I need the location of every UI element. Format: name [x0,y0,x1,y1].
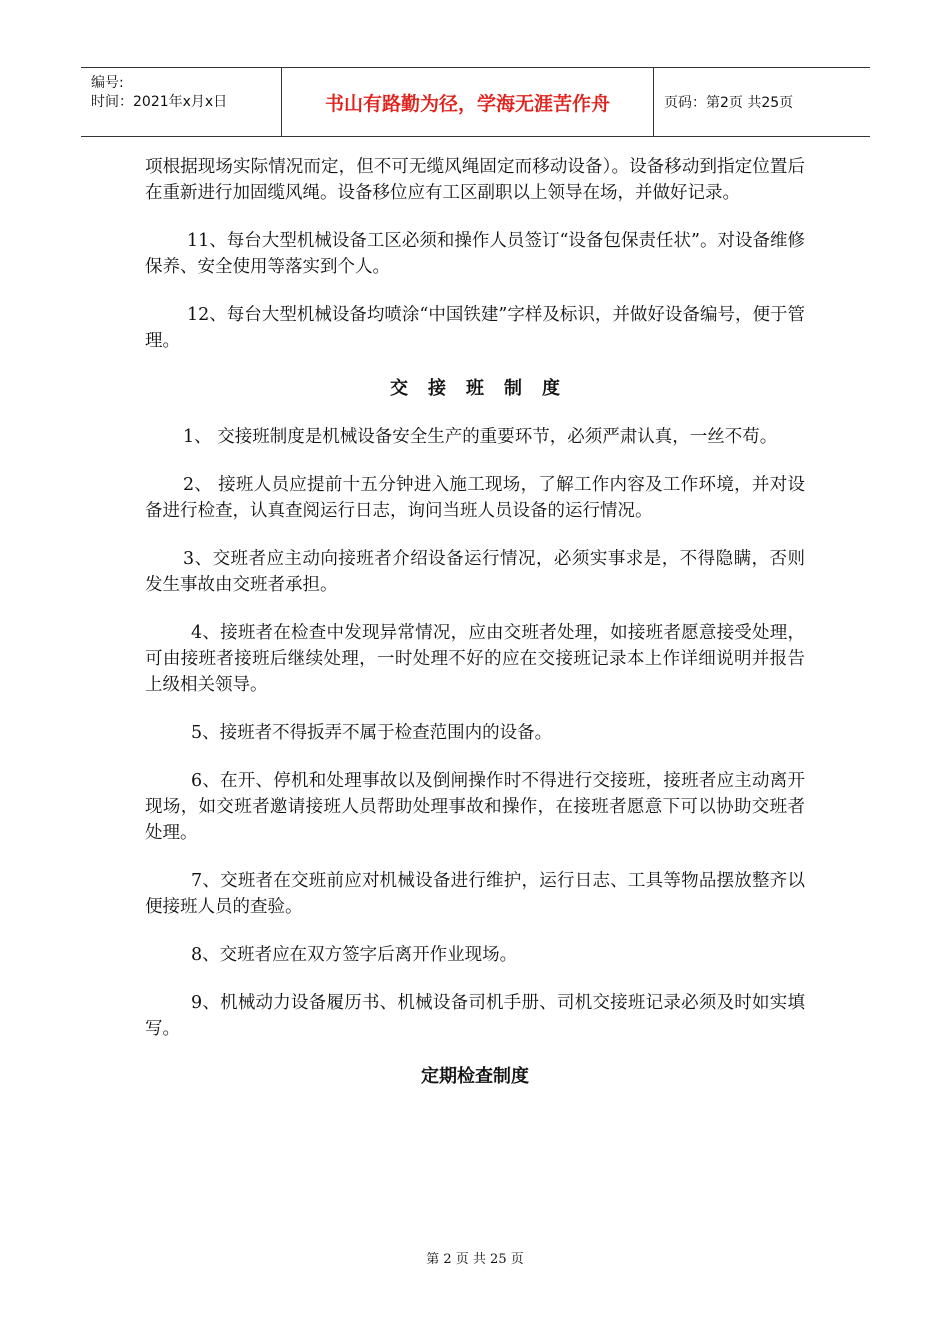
list-item: 9、机械动力设备履历书、机械设备司机手册、司机交接班记录必须及时如实填写。 [145,993,805,1039]
document-time-label: 时间：2021年x月x日 [91,94,228,110]
header-meta [81,68,281,136]
list-item: 1、 交接班制度是机械设备安全生产的重要环节，必须严肃认真，一丝不苟。 [183,427,778,447]
page-footer: 第 2 页 共 25 页 [426,1252,524,1267]
header-motto: 书山有路勤为径，学海无涯苦作舟 [281,68,654,136]
document-body [145,154,805,1112]
list-item: 5、接班者不得扳弄不属于检查范围内的设备。 [191,723,553,743]
paragraph: 11、每台大型机械设备工区必须和操作人员签订“设备包保责任状”。对设备维修保养、安全使用等落实到个人。 [145,231,805,277]
header-page-info: 页码：第2页 共25页 [664,95,794,111]
section-title-handover: 交接班制度 [390,378,580,399]
paragraph: 12、每台大型机械设备均喷涂“中国铁建”字样及标识，并做好设备编号，便于管理。 [145,305,805,351]
page-header [81,67,870,137]
document-number-label: 编号: [91,75,124,91]
list-item: 4、接班者在检查中发现异常情况，应由交班者处理，如接班者愿意接受处理，可由接班者接班后继续处理，一时处理不好的应在交接班记录本上作详细说明并报告上级相关领导。 [145,623,805,695]
list-item: 7、交班者在交班前应对机械设备进行维护，运行日志、工具等物品摆放整齐以便接班人员的查验。 [145,871,805,917]
list-item: 2、 接班人员应提前十五分钟进入施工现场，了解工作内容及工作环境，并对设备进行检查，认真查阅运行日志，询问当班人员设备的运行情况。 [145,475,805,521]
list-item: 3、交班者应主动向接班者介绍设备运行情况，必须实事求是，不得隐瞒，否则发生事故由交班者承担。 [145,549,805,595]
list-item: 6、在开、停机和处理事故以及倒闸操作时不得进行交接班，接班者应主动离开现场，如交班者邀请接班人员帮助处理事故和操作，在接班者愿意下可以协助交班者处理。 [145,771,805,843]
paragraph: 项根据现场实际情况而定，但不可无缆风绳固定而移动设备）。设备移动到指定位置后在重新进行加固缆风绳。设备移位应有工区副职以上领导在场，并做好记录。 [145,157,805,203]
list-item: 8、交班者应在双方签字后离开作业现场。 [191,945,518,965]
section-title-inspection: 定期检查制度 [421,1066,529,1087]
